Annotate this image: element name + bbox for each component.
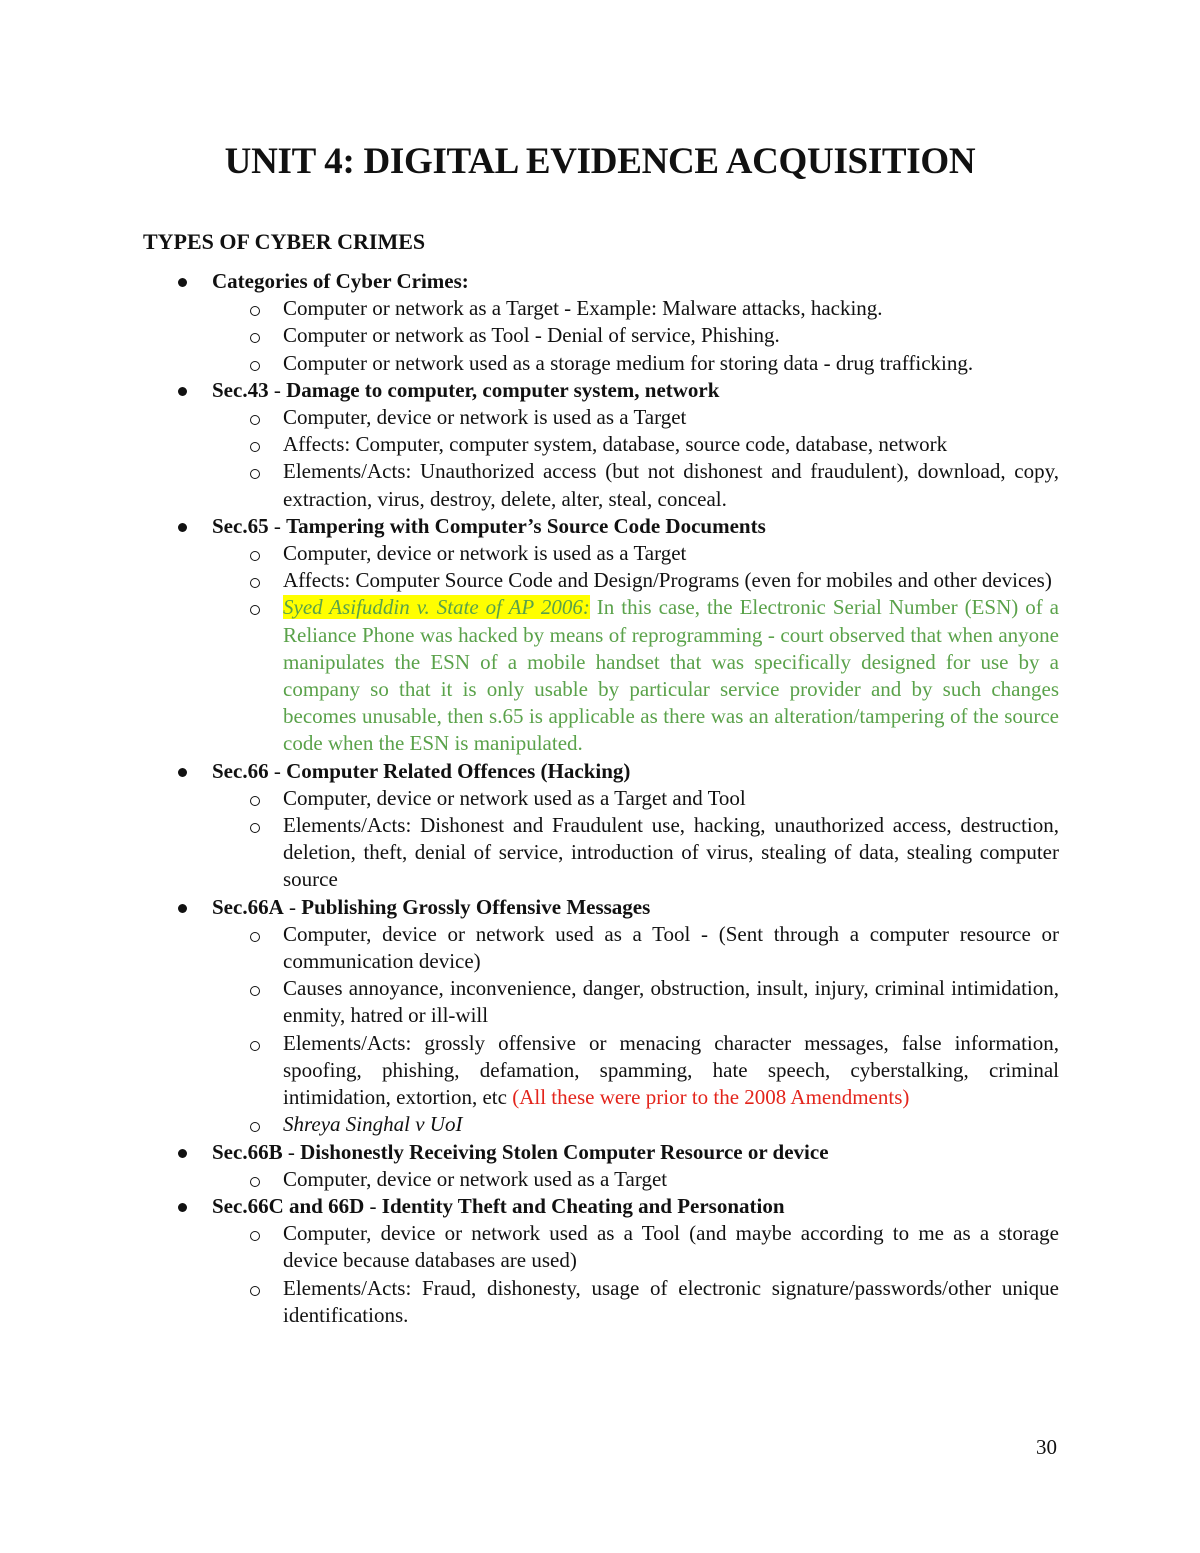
case-reference: Shreya Singhal v UoI xyxy=(283,1112,463,1137)
circle-bullet-icon xyxy=(250,578,260,588)
sub-item: Causes annoyance, inconvenience, danger, obstruction, insult, injury, criminal intimidation, enmity, hatred or ill-will xyxy=(283,975,1059,1029)
bullet-icon xyxy=(178,1149,187,1158)
sub-item: Computer, device or network used as a Tool (and maybe according to me as a storage device because databases are used) xyxy=(283,1220,1059,1274)
section-number: Sec.65 xyxy=(212,513,269,538)
bullet-icon xyxy=(178,1203,187,1212)
sub-item: Elements/Acts: Dishonest and Fraudulent use, hacking, unauthorized access, destruction, deletion, theft, denial of service, introduction of virus, stealing of data, stealing computer source xyxy=(283,812,1059,894)
sub-item: Computer, device or network used as a Tool - (Sent through a computer resource or communication device) xyxy=(283,921,1059,975)
sub-item: Computer or network as a Target - Example: Malware attacks, hacking. xyxy=(283,295,1059,322)
bullet-icon xyxy=(178,768,187,777)
section-number: Sec.43 xyxy=(212,377,269,402)
circle-bullet-icon xyxy=(250,333,260,343)
circle-bullet-icon xyxy=(250,1122,260,1132)
section-number: Sec.66A xyxy=(212,894,284,919)
circle-bullet-icon xyxy=(250,1177,260,1187)
circle-bullet-icon xyxy=(250,796,260,806)
bullet-icon xyxy=(178,387,187,396)
section-number: Sec.66C and 66D xyxy=(212,1193,365,1218)
list-item: Sec.66C and 66D - Identity Theft and Cheating and Personation xyxy=(0,1193,1200,1220)
circle-bullet-icon xyxy=(250,1041,260,1051)
list-item: Sec.65 - Tampering with Computer’s Source Code Documents xyxy=(0,513,1200,540)
bullet-icon xyxy=(178,278,187,287)
circle-bullet-icon xyxy=(250,1231,260,1241)
sub-item: Computer or network as Tool - Denial of service, Phishing. xyxy=(283,322,1059,349)
section-title: Publishing Grossly Offensive Messages xyxy=(301,894,651,919)
sub-item: Elements/Acts: Fraud, dishonesty, usage of electronic signature/passwords/other unique identifications. xyxy=(283,1275,1059,1329)
section-title: Computer Related Offences (Hacking) xyxy=(286,758,631,783)
case-text: In this case, the Electronic Serial Number (ESN) of a Reliance Phone was hacked by means of reprogramming - court observed that when anyone manipulates the ESN of a mobile handset that was specifically designed for use by a company so that it is only usable by particular service provider and by such changes becomes unusable, then s.65 is applicable as there was an alteration/tampering of the source code when the ESN is manipulated. xyxy=(283,595,1059,756)
sub-item: Computer or network used as a storage medium for storing data - drug trafficking. xyxy=(283,350,1059,377)
bullet-icon xyxy=(178,904,187,913)
circle-bullet-icon xyxy=(250,605,260,615)
section-number: Sec.66 xyxy=(212,758,269,783)
sub-item: Affects: Computer Source Code and Design/Programs (even for mobiles and other devices) xyxy=(283,567,1059,594)
list-item: Sec.43 - Damage to computer, computer system, network xyxy=(0,377,1200,404)
sub-item xyxy=(283,1111,1059,1138)
content-list xyxy=(0,268,1200,1329)
circle-bullet-icon xyxy=(250,415,260,425)
sub-item: Elements/Acts: Unauthorized access (but not dishonest and fraudulent), download, copy, extraction, virus, destroy, delete, alter, steal, conceal. xyxy=(283,458,1059,512)
sub-item: Affects: Computer, computer system, database, source code, database, network xyxy=(283,431,1059,458)
list-item xyxy=(0,268,1200,295)
circle-bullet-icon xyxy=(250,469,260,479)
list-item: Sec.66 - Computer Related Offences (Hacking) xyxy=(0,758,1200,785)
section-number: Sec.66B xyxy=(212,1139,283,1164)
sub-item: Computer, device or network is used as a Target xyxy=(283,404,1059,431)
sub-item: Computer, device or network is used as a Target xyxy=(283,540,1059,567)
section-title: Identity Theft and Cheating and Personation xyxy=(381,1193,785,1218)
bullet-icon xyxy=(178,523,187,532)
circle-bullet-icon xyxy=(250,823,260,833)
sub-item: Computer, device or network used as a Target and Tool xyxy=(283,785,1059,812)
circle-bullet-icon xyxy=(250,442,260,452)
case-name: Syed Asifuddin v. State of AP 2006: xyxy=(283,595,590,620)
list-item: Sec.66B - Dishonestly Receiving Stolen Computer Resource or device xyxy=(0,1139,1200,1166)
sub-item: Computer, device or network used as a Target xyxy=(283,1166,1059,1193)
section-heading: TYPES OF CYBER CRIMES xyxy=(143,229,426,254)
circle-bullet-icon xyxy=(250,306,260,316)
sub-item: Elements/Acts: grossly offensive or menacing character messages, false information, spoofing, phishing, defamation, spamming, hate speech, cyberstalking, criminal intimidation, extortion, etc (All these were prior to the 2008 Amendments) xyxy=(283,1030,1059,1112)
amendment-note: (All these were prior to the 2008 Amendments) xyxy=(512,1085,910,1110)
list-item: Sec.66A - Publishing Grossly Offensive Messages xyxy=(0,894,1200,921)
section-title: Damage to computer, computer system, network xyxy=(286,377,720,402)
circle-bullet-icon xyxy=(250,1286,260,1296)
page-title: UNIT 4: DIGITAL EVIDENCE ACQUISITION xyxy=(224,141,976,182)
circle-bullet-icon xyxy=(250,986,260,996)
circle-bullet-icon xyxy=(250,551,260,561)
section-title: Tampering with Computer’s Source Code Documents xyxy=(286,513,766,538)
section-title: Dishonestly Receiving Stolen Computer Resource or device xyxy=(300,1139,829,1164)
circle-bullet-icon xyxy=(250,932,260,942)
case-note xyxy=(283,594,1059,757)
page-number: 30 xyxy=(1036,1435,1057,1459)
circle-bullet-icon xyxy=(250,361,260,371)
item-label: Categories of Cyber Crimes: xyxy=(212,269,469,293)
